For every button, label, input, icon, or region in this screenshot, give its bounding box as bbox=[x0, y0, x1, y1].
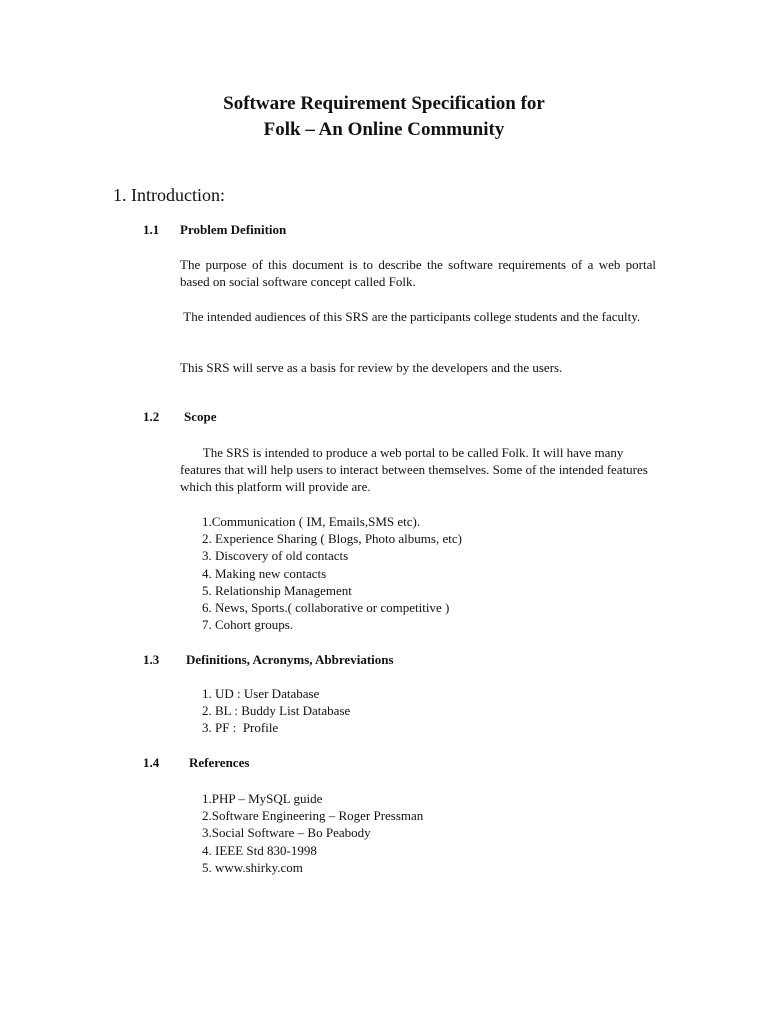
section-1-1-title: Problem Definition bbox=[180, 222, 287, 237]
list-item: 2. BL : Buddy List Database bbox=[202, 703, 351, 719]
list-item: 3. Discovery of old contacts bbox=[202, 548, 349, 564]
section-1-2-title: Scope bbox=[184, 409, 217, 424]
section-1-3-title: Definitions, Acronyms, Abbreviations bbox=[186, 652, 394, 667]
problem-paragraph-basis: This SRS will serve as a basis for review by the developers and the users. bbox=[180, 360, 563, 375]
problem-paragraph-purpose: The purpose of this document is to describe the software requirements of a web portal based on social software concept called Folk. bbox=[180, 257, 656, 289]
introduction-heading: 1. Introduction: bbox=[113, 185, 225, 205]
section-1-3-number: 1.3 bbox=[143, 652, 160, 667]
document-title-line2: Folk – An Online Community bbox=[263, 119, 505, 140]
list-item: 3.Social Software – Bo Peabody bbox=[202, 825, 371, 841]
list-item: 4. Making new contacts bbox=[202, 565, 327, 581]
list-item: 1. UD : User Database bbox=[202, 686, 320, 701]
list-item: 1.PHP – MySQL guide bbox=[202, 791, 323, 806]
list-item: 1.Communication ( IM, Emails,SMS etc). bbox=[202, 514, 421, 529]
scope-paragraph: The SRS is intended to produce a web portal to be called Folk. It will have many features that will help users to interact between themselves. Some of the intended features which this platform will provide are. bbox=[180, 445, 652, 494]
references-list bbox=[202, 790, 423, 876]
document-title-line1: Software Requirement Specification for bbox=[223, 93, 545, 114]
list-item: 5. www.shirky.com bbox=[202, 859, 303, 875]
section-1-4-title: References bbox=[189, 755, 250, 770]
list-item: 6. News, Sports.( collaborative or competitive ) bbox=[202, 600, 450, 616]
definitions-list bbox=[202, 685, 350, 737]
section-1-2-number: 1.2 bbox=[143, 409, 160, 424]
list-item: 2. Experience Sharing ( Blogs, Photo albums, etc) bbox=[202, 531, 462, 547]
section-1-1-number: 1.1 bbox=[143, 222, 160, 237]
scope-feature-list bbox=[202, 513, 462, 633]
list-item: 2.Software Engineering – Roger Pressman bbox=[202, 808, 424, 824]
list-item: 5. Relationship Management bbox=[202, 582, 352, 598]
list-item: 4. IEEE Std 830-1998 bbox=[202, 842, 317, 858]
problem-paragraph-audience: The intended audiences of this SRS are the participants college students and the faculty. bbox=[180, 309, 641, 324]
list-item: 3. PF : Profile bbox=[202, 720, 279, 736]
section-1-4-number: 1.4 bbox=[143, 755, 160, 770]
list-item: 7. Cohort groups. bbox=[202, 617, 293, 633]
